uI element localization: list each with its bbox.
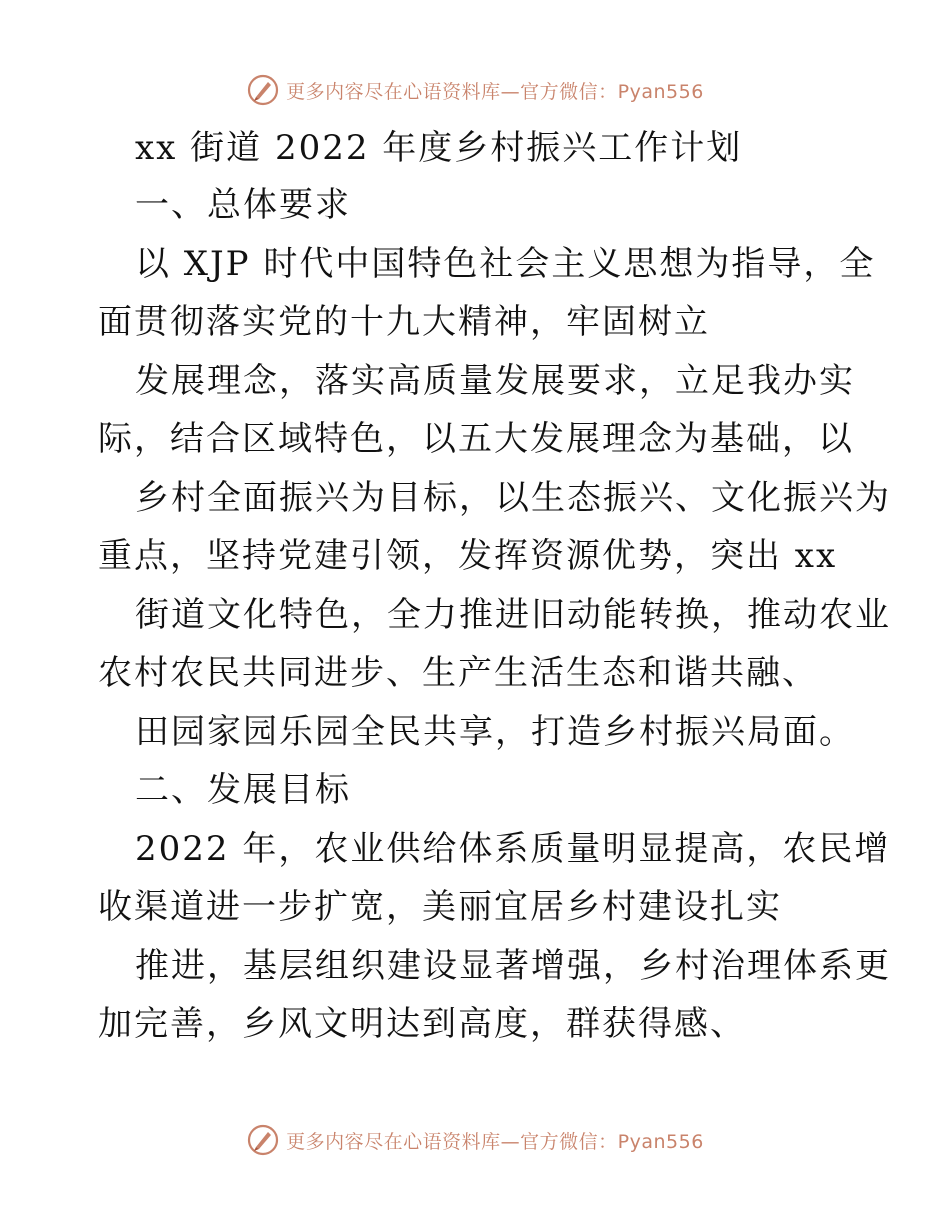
watermark-text: 更多内容尽在心语资料库—官方微信：Pyan556 xyxy=(286,80,704,103)
paragraph-line: 面贯彻落实党的十九大精神，牢固树立 xyxy=(98,302,710,342)
paragraph-line: 田园家园乐园全民共享，打造乡村振兴局面。 xyxy=(135,712,855,752)
paragraph-line: 发展理念，落实高质量发展要求，立足我办实 xyxy=(135,361,855,401)
pen-seal-icon xyxy=(246,1123,280,1157)
paragraph-line: 际，结合区域特色，以五大发展理念为基础，以 xyxy=(98,419,854,459)
paragraph-line: 农村农民共同进步、生产生活生态和谐共融、 xyxy=(98,653,818,693)
paragraph-line: 重点，坚持党建引领，发挥资源优势，突出 xx xyxy=(98,536,838,576)
section-heading: 一、总体要求 xyxy=(135,185,351,225)
section-heading: 二、发展目标 xyxy=(135,770,351,810)
header-watermark xyxy=(0,70,950,110)
footer-watermark xyxy=(0,1120,950,1160)
paragraph-line: 推进，基层组织建设显著增强，乡村治理体系更 xyxy=(135,946,891,986)
document-title: xx 街道 2022 年度乡村振兴工作计划 xyxy=(135,128,743,168)
paragraph-line: 加完善，乡风文明达到高度，群获得感、 xyxy=(98,1004,746,1044)
paragraph-line: 以 XJP 时代中国特色社会主义思想为指导，全 xyxy=(135,244,876,284)
paragraph-line: 街道文化特色，全力推进旧动能转换，推动农业 xyxy=(135,595,891,635)
watermark-text: 更多内容尽在心语资料库—官方微信：Pyan556 xyxy=(286,1130,704,1153)
paragraph-line: 乡村全面振兴为目标，以生态振兴、文化振兴为 xyxy=(135,478,891,518)
paragraph-line: 收渠道进一步扩宽，美丽宜居乡村建设扎实 xyxy=(98,887,782,927)
pen-seal-icon xyxy=(246,73,280,107)
paragraph-line: 2022 年，农业供给体系质量明显提高，农民增 xyxy=(135,829,891,869)
